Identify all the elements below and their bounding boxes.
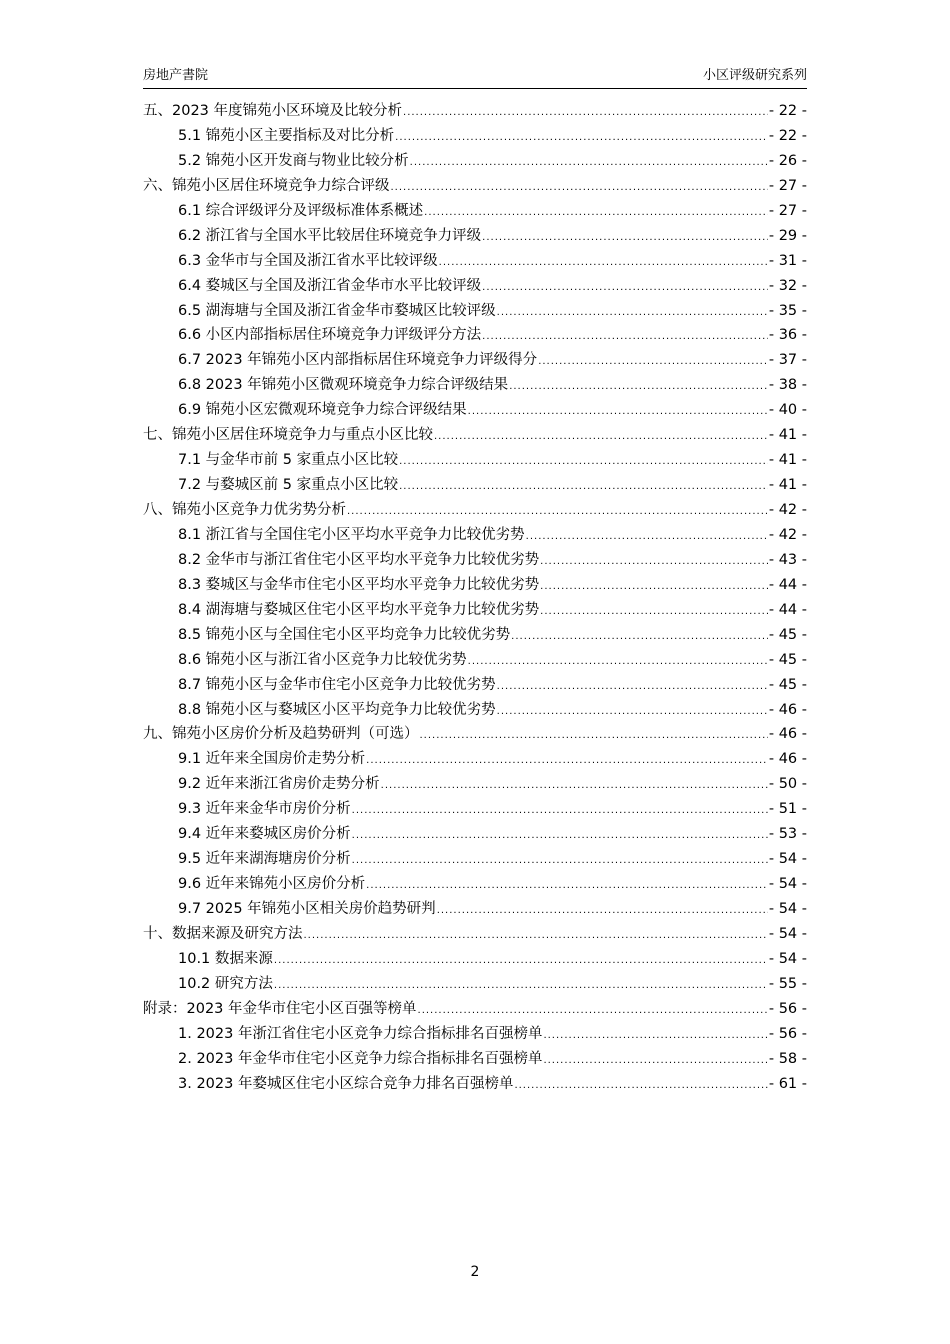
toc-entry-page: - 50 - — [768, 776, 807, 793]
toc-entry-page: - 54 - — [768, 950, 807, 967]
toc-entry-title: 6.2 浙江省与全国水平比较居住环境竞争力评级 — [178, 227, 482, 244]
toc-entry-page: - 54 - — [768, 876, 807, 893]
toc-dot-leader — [497, 301, 768, 324]
toc-dot-leader — [468, 650, 768, 673]
toc-section-entry[interactable] — [143, 747, 807, 772]
toc-entry-page: - 56 - — [768, 1025, 807, 1042]
toc-entry-title: 1. 2023 年浙江省住宅小区竞争力综合指标排名百强榜单 — [178, 1025, 543, 1042]
toc-section-entry[interactable] — [143, 249, 807, 274]
toc-entry-title: 6.4 婺城区与全国及浙江省金华市水平比较评级 — [178, 277, 482, 294]
toc-dot-leader — [274, 949, 768, 972]
toc-dot-leader — [437, 899, 768, 922]
toc-entry-title: 6.7 2023 年锦苑小区内部指标居住环境竞争力评级得分 — [178, 352, 538, 369]
toc-chapter-entry[interactable] — [143, 423, 807, 448]
toc-dot-leader — [468, 400, 768, 423]
toc-section-entry[interactable] — [143, 772, 807, 797]
toc-dot-leader — [366, 874, 768, 897]
toc-entry-title: 10.2 研究方法 — [178, 975, 273, 992]
toc-entry-page: - 61 - — [768, 1075, 807, 1092]
toc-section-entry[interactable] — [143, 822, 807, 847]
toc-section-entry[interactable] — [143, 1072, 807, 1097]
toc-dot-leader — [540, 575, 768, 598]
toc-entry-title: 9.6 近年来锦苑小区房价分析 — [178, 876, 366, 893]
toc-dot-leader — [509, 375, 768, 398]
toc-dot-leader — [497, 675, 768, 698]
toc-section-entry[interactable] — [143, 872, 807, 897]
toc-entry-title: 8.8 锦苑小区与婺城区小区平均竞争力比较优劣势 — [178, 701, 496, 718]
toc-entry-page: - 44 - — [768, 601, 807, 618]
toc-section-entry[interactable] — [143, 523, 807, 548]
toc-entry-page: - 46 - — [768, 726, 807, 743]
page-header — [143, 66, 807, 89]
toc-entry-title: 8.7 锦苑小区与金华市住宅小区竞争力比较优劣势 — [178, 676, 496, 693]
toc-dot-leader — [538, 350, 768, 373]
page-number: 2 — [470, 1264, 480, 1280]
toc-dot-leader — [540, 600, 768, 623]
toc-dot-leader — [381, 774, 768, 797]
toc-dot-leader — [540, 550, 768, 573]
toc-section-entry[interactable] — [143, 398, 807, 423]
toc-section-entry[interactable] — [143, 373, 807, 398]
toc-section-entry[interactable] — [143, 673, 807, 698]
toc-dot-leader — [418, 999, 768, 1022]
toc-dot-leader — [304, 924, 768, 947]
toc-dot-leader — [347, 500, 768, 523]
toc-dot-leader — [497, 700, 768, 723]
toc-section-entry[interactable] — [143, 149, 807, 174]
toc-chapter-entry[interactable] — [143, 498, 807, 523]
toc-entry-page: - 56 - — [768, 1000, 807, 1017]
toc-entry-title: 十、数据来源及研究方法 — [143, 925, 303, 942]
toc-section-entry[interactable] — [143, 448, 807, 473]
toc-dot-leader — [526, 525, 768, 548]
toc-dot-leader — [543, 1049, 767, 1072]
toc-section-entry[interactable] — [143, 224, 807, 249]
toc-entry-title: 附录：2023 年金华市住宅小区百强等榜单 — [143, 1000, 417, 1017]
toc-section-entry[interactable] — [143, 473, 807, 498]
toc-section-entry[interactable] — [143, 623, 807, 648]
toc-entry-page: - 45 - — [768, 651, 807, 668]
toc-section-entry[interactable] — [143, 847, 807, 872]
toc-entry-title: 9.3 近年来金华市房价分析 — [178, 801, 351, 818]
toc-entry-page: - 45 - — [768, 676, 807, 693]
toc-dot-leader — [482, 276, 768, 299]
toc-dot-leader — [420, 724, 768, 747]
toc-dot-leader — [391, 176, 768, 199]
toc-entry-page: - 27 - — [768, 202, 807, 219]
toc-entry-page: - 45 - — [768, 626, 807, 643]
toc-section-entry[interactable] — [143, 299, 807, 324]
toc-dot-leader — [482, 325, 768, 348]
toc-dot-leader — [399, 450, 768, 473]
header-series-title: 小区评级研究系列 — [702, 68, 807, 83]
toc-entry-page: - 41 - — [768, 477, 807, 494]
table-of-contents — [143, 99, 807, 1097]
toc-entry-title: 7.1 与金华市前 5 家重点小区比较 — [178, 452, 399, 469]
toc-entry-page: - 31 - — [768, 252, 807, 269]
toc-section-entry[interactable] — [143, 124, 807, 149]
toc-entry-page: - 40 - — [768, 402, 807, 419]
toc-entry-page: - 46 - — [768, 701, 807, 718]
toc-chapter-entry[interactable] — [143, 922, 807, 947]
toc-dot-leader — [352, 824, 768, 847]
toc-entry-page: - 43 - — [768, 551, 807, 568]
toc-entry-page: - 22 - — [768, 127, 807, 144]
toc-entry-title: 6.3 金华市与全国及浙江省水平比较评级 — [178, 252, 438, 269]
toc-dot-leader — [352, 799, 768, 822]
toc-entry-title: 8.2 金华市与浙江省住宅小区平均水平竞争力比较优劣势 — [178, 551, 540, 568]
toc-entry-page: - 54 - — [768, 851, 807, 868]
toc-entry-page: - 55 - — [768, 975, 807, 992]
toc-entry-title: 5.2 锦苑小区开发商与物业比较分析 — [178, 152, 409, 169]
toc-dot-leader — [424, 201, 768, 224]
toc-entry-page: - 41 - — [768, 452, 807, 469]
toc-entry-title: 6.9 锦苑小区宏微观环境竞争力综合评级结果 — [178, 402, 467, 419]
toc-chapter-entry[interactable] — [143, 99, 807, 124]
toc-entry-page: - 27 - — [768, 177, 807, 194]
toc-section-entry[interactable] — [143, 972, 807, 997]
toc-section-entry[interactable] — [143, 548, 807, 573]
header-publisher: 房地产書院 — [143, 68, 209, 83]
toc-entry-title: 9.7 2025 年锦苑小区相关房价趋势研判 — [178, 901, 436, 917]
toc-chapter-entry[interactable] — [143, 997, 807, 1022]
toc-entry-title: 八、锦苑小区竞争力优劣势分析 — [143, 502, 346, 518]
toc-dot-leader — [511, 625, 768, 648]
toc-entry-title: 9.4 近年来婺城区房价分析 — [178, 826, 351, 843]
toc-entry-title: 8.4 湖海塘与婺城区住宅小区平均水平竞争力比较优劣势 — [178, 601, 540, 618]
toc-section-entry[interactable] — [143, 797, 807, 822]
toc-entry-title: 8.6 锦苑小区与浙江省小区竞争力比较优劣势 — [178, 651, 467, 668]
toc-dot-leader — [395, 126, 768, 149]
toc-dot-leader — [366, 749, 768, 772]
toc-section-entry[interactable] — [143, 897, 807, 922]
toc-entry-page: - 58 - — [768, 1050, 807, 1067]
toc-entry-page: - 53 - — [768, 826, 807, 843]
toc-entry-title: 6.8 2023 年锦苑小区微观环境竞争力综合评级结果 — [178, 377, 509, 394]
toc-section-entry[interactable] — [143, 1047, 807, 1072]
toc-dot-leader — [274, 974, 768, 997]
toc-entry-page: - 44 - — [768, 576, 807, 593]
toc-entry-title: 6.1 综合评级评分及评级标准体系概述 — [178, 202, 424, 219]
toc-entry-page: - 38 - — [768, 377, 807, 394]
toc-dot-leader — [352, 849, 768, 872]
toc-entry-page: - 37 - — [768, 352, 807, 369]
toc-entry-page: - 22 - — [768, 103, 807, 119]
toc-entry-page: - 41 - — [768, 427, 807, 444]
toc-dot-leader — [434, 425, 768, 448]
toc-entry-page: - 54 - — [768, 901, 807, 917]
toc-dot-leader — [399, 475, 768, 498]
toc-entry-title: 8.1 浙江省与全国住宅小区平均水平竞争力比较优劣势 — [178, 526, 525, 543]
toc-entry-title: 10.1 数据来源 — [178, 950, 273, 967]
toc-entry-page: - 35 - — [768, 302, 807, 319]
toc-entry-title: 6.6 小区内部指标居住环境竞争力评级评分方法 — [178, 327, 482, 344]
toc-entry-page: - 36 - — [768, 327, 807, 344]
toc-entry-page: - 42 - — [768, 526, 807, 543]
toc-entry-title: 9.5 近年来湖海塘房价分析 — [178, 851, 351, 868]
toc-entry-title: 9.1 近年来全国房价走势分析 — [178, 751, 366, 768]
toc-dot-leader — [439, 251, 768, 274]
toc-entry-page: - 42 - — [768, 502, 807, 518]
toc-entry-title: 五、2023 年度锦苑小区环境及比较分析 — [143, 103, 403, 119]
toc-entry-title: 六、锦苑小区居住环境竞争力综合评级 — [143, 177, 390, 194]
toc-entry-title: 6.5 湖海塘与全国及浙江省金华市婺城区比较评级 — [178, 302, 496, 319]
toc-section-entry[interactable] — [143, 947, 807, 972]
toc-dot-leader — [403, 101, 768, 124]
toc-entry-title: 2. 2023 年金华市住宅小区竞争力综合指标排名百强榜单 — [178, 1050, 543, 1067]
toc-entry-title: 七、锦苑小区居住环境竞争力与重点小区比较 — [143, 427, 433, 444]
toc-entry-title: 8.5 锦苑小区与全国住宅小区平均竞争力比较优劣势 — [178, 626, 511, 643]
toc-entry-title: 九、锦苑小区房价分析及趋势研判（可选） — [143, 726, 419, 743]
toc-entry-page: - 46 - — [768, 751, 807, 768]
toc-dot-leader — [514, 1074, 767, 1097]
toc-section-entry[interactable] — [143, 573, 807, 598]
toc-section-entry[interactable] — [143, 698, 807, 723]
toc-section-entry[interactable] — [143, 199, 807, 224]
toc-section-entry[interactable] — [143, 323, 807, 348]
toc-section-entry[interactable] — [143, 648, 807, 673]
toc-dot-leader — [410, 151, 768, 174]
toc-entry-title: 3. 2023 年婺城区住宅小区综合竞争力排名百强榜单 — [178, 1075, 514, 1092]
toc-entry-title: 7.2 与婺城区前 5 家重点小区比较 — [178, 477, 399, 494]
toc-entry-title: 8.3 婺城区与金华市住宅小区平均水平竞争力比较优劣势 — [178, 576, 540, 593]
toc-section-entry[interactable] — [143, 348, 807, 373]
toc-entry-page: - 32 - — [768, 277, 807, 294]
toc-entry-page: - 51 - — [768, 801, 807, 818]
toc-chapter-entry[interactable] — [143, 174, 807, 199]
toc-entry-title: 5.1 锦苑小区主要指标及对比分析 — [178, 127, 395, 144]
toc-section-entry[interactable] — [143, 1022, 807, 1047]
toc-dot-leader — [482, 226, 768, 249]
toc-entry-page: - 26 - — [768, 152, 807, 169]
toc-section-entry[interactable] — [143, 598, 807, 623]
toc-entry-page: - 54 - — [768, 925, 807, 942]
toc-dot-leader — [543, 1024, 767, 1047]
toc-section-entry[interactable] — [143, 274, 807, 299]
toc-entry-title: 9.2 近年来浙江省房价走势分析 — [178, 776, 380, 793]
toc-entry-page: - 29 - — [768, 227, 807, 244]
toc-chapter-entry[interactable] — [143, 722, 807, 747]
